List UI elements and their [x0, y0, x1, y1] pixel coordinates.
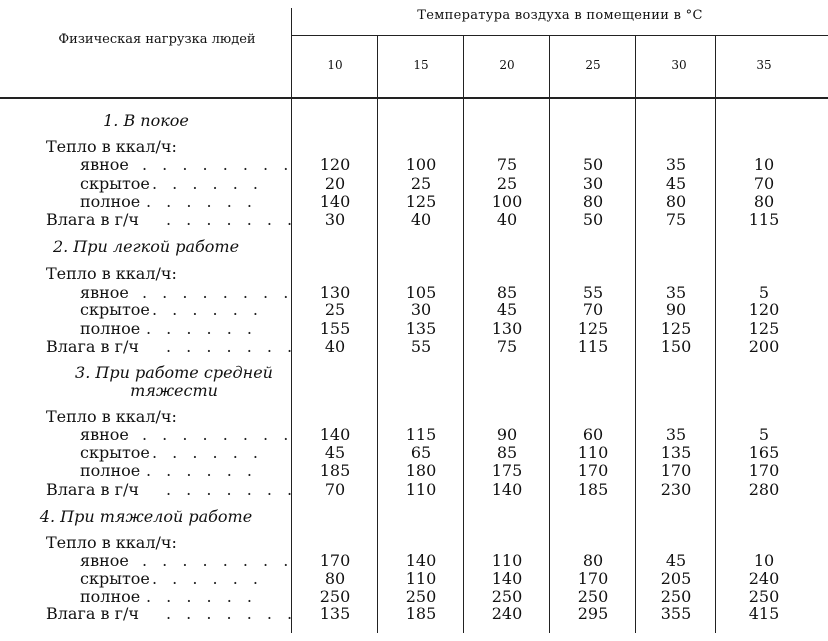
leader-dots: . . . . . . . .	[142, 155, 294, 174]
table-cell: 180	[405, 461, 437, 480]
table-cell: 50	[582, 210, 604, 229]
row-label: явное	[80, 283, 129, 302]
column-header: 30	[671, 58, 687, 72]
table-cell: 250	[748, 587, 780, 606]
heat-label: Тепло в ккал/ч:	[46, 264, 177, 283]
table-cell: 50	[582, 155, 604, 174]
table-cell: 110	[577, 443, 609, 462]
leader-dots: . . . . . . . .	[142, 551, 294, 570]
table-cell: 75	[496, 337, 518, 356]
table-cell: 135	[405, 319, 437, 338]
table-cell: 80	[665, 192, 687, 211]
table-cell: 125	[405, 192, 437, 211]
column-header: 10	[327, 58, 343, 72]
table-cell: 25	[324, 300, 346, 319]
row-label: полное	[80, 319, 141, 338]
table-cell: 45	[665, 551, 687, 570]
row-label: полное	[80, 587, 141, 606]
leader-dots: . . . . . .	[152, 443, 263, 462]
table-cell: 105	[405, 283, 437, 302]
table-cell: 35	[665, 283, 687, 302]
table-cell: 80	[753, 192, 775, 211]
table-cell: 250	[660, 587, 692, 606]
leader-dots: . . . . . . .	[166, 337, 298, 356]
row-label: Влага в г/ч	[46, 337, 139, 356]
table-cell: 125	[577, 319, 609, 338]
table-cell: 140	[405, 551, 437, 570]
row-label: скрытое	[80, 443, 150, 462]
table-cell: 80	[582, 192, 604, 211]
table-cell: 30	[324, 210, 346, 229]
table-cell: 250	[319, 587, 351, 606]
table-cell: 170	[748, 461, 780, 480]
row-label: явное	[80, 155, 129, 174]
section-title: 3. При работе средней тяжести	[75, 363, 273, 400]
row-label: Влага в г/ч	[46, 210, 139, 229]
table-cell: 185	[319, 461, 351, 480]
row-label: полное	[80, 192, 141, 211]
table-cell: 185	[405, 604, 437, 623]
section-title: 4. При тяжелой работе	[39, 507, 253, 526]
table-cell: 55	[582, 283, 604, 302]
table-cell: 10	[753, 551, 775, 570]
table-cell: 75	[665, 210, 687, 229]
header-bottom-rule	[0, 97, 828, 99]
heat-label: Тепло в ккал/ч:	[46, 407, 177, 426]
table-cell: 110	[491, 551, 523, 570]
table-cell: 135	[660, 443, 692, 462]
heat-label: Тепло в ккал/ч:	[46, 137, 177, 156]
table-cell: 280	[748, 480, 780, 499]
table-cell: 40	[410, 210, 432, 229]
leader-dots: . . . . . .	[146, 192, 257, 211]
leader-dots: . . . . . . .	[166, 480, 298, 499]
table-cell: 85	[496, 443, 518, 462]
table-cell: 250	[577, 587, 609, 606]
table-cell: 295	[577, 604, 609, 623]
leader-dots: . . . . . .	[146, 587, 257, 606]
table-cell: 35	[665, 155, 687, 174]
table-cell: 110	[405, 480, 437, 499]
leader-dots: . . . . . . . .	[142, 283, 294, 302]
table-cell: 45	[496, 300, 518, 319]
table-cell: 75	[496, 155, 518, 174]
table-cell: 135	[319, 604, 351, 623]
table-cell: 90	[665, 300, 687, 319]
row-label: скрытое	[80, 569, 150, 588]
leader-dots: . . . . . . . .	[142, 425, 294, 444]
table-cell: 240	[491, 604, 523, 623]
row-label: Влага в г/ч	[46, 604, 139, 623]
table-cell: 125	[660, 319, 692, 338]
table-cell: 125	[748, 319, 780, 338]
table-cell: 115	[577, 337, 609, 356]
table-cell: 40	[496, 210, 518, 229]
table-cell: 80	[582, 551, 604, 570]
table-cell: 30	[410, 300, 432, 319]
row-label: скрытое	[80, 300, 150, 319]
header-divider	[292, 35, 828, 36]
row-label: явное	[80, 551, 129, 570]
table-cell: 120	[748, 300, 780, 319]
table-cell: 240	[748, 569, 780, 588]
table-cell: 110	[405, 569, 437, 588]
table-cell: 30	[582, 174, 604, 193]
table-cell: 55	[410, 337, 432, 356]
table-cell: 185	[577, 480, 609, 499]
table-cell: 205	[660, 569, 692, 588]
table-cell: 130	[491, 319, 523, 338]
column-header: 25	[585, 58, 601, 72]
table-cell: 415	[748, 604, 780, 623]
table-cell: 70	[582, 300, 604, 319]
column-header: 35	[756, 58, 772, 72]
leader-dots: . . . . . .	[152, 569, 263, 588]
table-cell: 5	[758, 425, 770, 444]
table-cell: 140	[319, 192, 351, 211]
table-cell: 140	[319, 425, 351, 444]
table-cell: 250	[405, 587, 437, 606]
table-cell: 80	[324, 569, 346, 588]
table-cell: 150	[660, 337, 692, 356]
table-cell: 355	[660, 604, 692, 623]
table-cell: 165	[748, 443, 780, 462]
table-cell: 5	[758, 283, 770, 302]
table-cell: 70	[324, 480, 346, 499]
table-cell: 130	[319, 283, 351, 302]
table-cell: 250	[491, 587, 523, 606]
table-cell: 100	[405, 155, 437, 174]
row-label: Влага в г/ч	[46, 480, 139, 499]
section-title: 1. В покое	[103, 111, 189, 130]
table-cell: 100	[491, 192, 523, 211]
table-cell: 90	[496, 425, 518, 444]
table-cell: 170	[660, 461, 692, 480]
row-label: скрытое	[80, 174, 150, 193]
table-cell: 10	[753, 155, 775, 174]
table-cell: 65	[410, 443, 432, 462]
table-cell: 20	[324, 174, 346, 193]
table-cell: 70	[753, 174, 775, 193]
table-cell: 230	[660, 480, 692, 499]
table-cell: 175	[491, 461, 523, 480]
leader-dots: . . . . . .	[152, 300, 263, 319]
table-cell: 40	[324, 337, 346, 356]
table-cell: 25	[496, 174, 518, 193]
table-cell: 85	[496, 283, 518, 302]
table-cell: 25	[410, 174, 432, 193]
table-cell: 155	[319, 319, 351, 338]
table-cell: 115	[748, 210, 780, 229]
table-cell: 45	[324, 443, 346, 462]
row-label: явное	[80, 425, 129, 444]
table-cell: 170	[577, 461, 609, 480]
leader-dots: . . . . . .	[152, 174, 263, 193]
row-label: полное	[80, 461, 141, 480]
table-cell: 140	[491, 480, 523, 499]
column-header: 15	[413, 58, 429, 72]
table-cell: 170	[319, 551, 351, 570]
temperature-header: Температура воздуха в помещении в °С	[417, 8, 703, 23]
leader-dots: . . . . . . .	[166, 604, 298, 623]
leader-dots: . . . . . . .	[166, 210, 298, 229]
leader-dots: . . . . . .	[146, 319, 257, 338]
table-cell: 60	[582, 425, 604, 444]
table-cell: 120	[319, 155, 351, 174]
heat-label: Тепло в ккал/ч:	[46, 533, 177, 552]
table-cell: 140	[491, 569, 523, 588]
section-title: 2. При легкой работе	[52, 237, 240, 256]
table-cell: 115	[405, 425, 437, 444]
table-cell: 170	[577, 569, 609, 588]
table-cell: 35	[665, 425, 687, 444]
leader-dots: . . . . . .	[146, 461, 257, 480]
column-header: 20	[499, 58, 515, 72]
table-cell: 45	[665, 174, 687, 193]
row-header-label: Физическая нагрузка людей	[58, 32, 256, 47]
table-cell: 200	[748, 337, 780, 356]
